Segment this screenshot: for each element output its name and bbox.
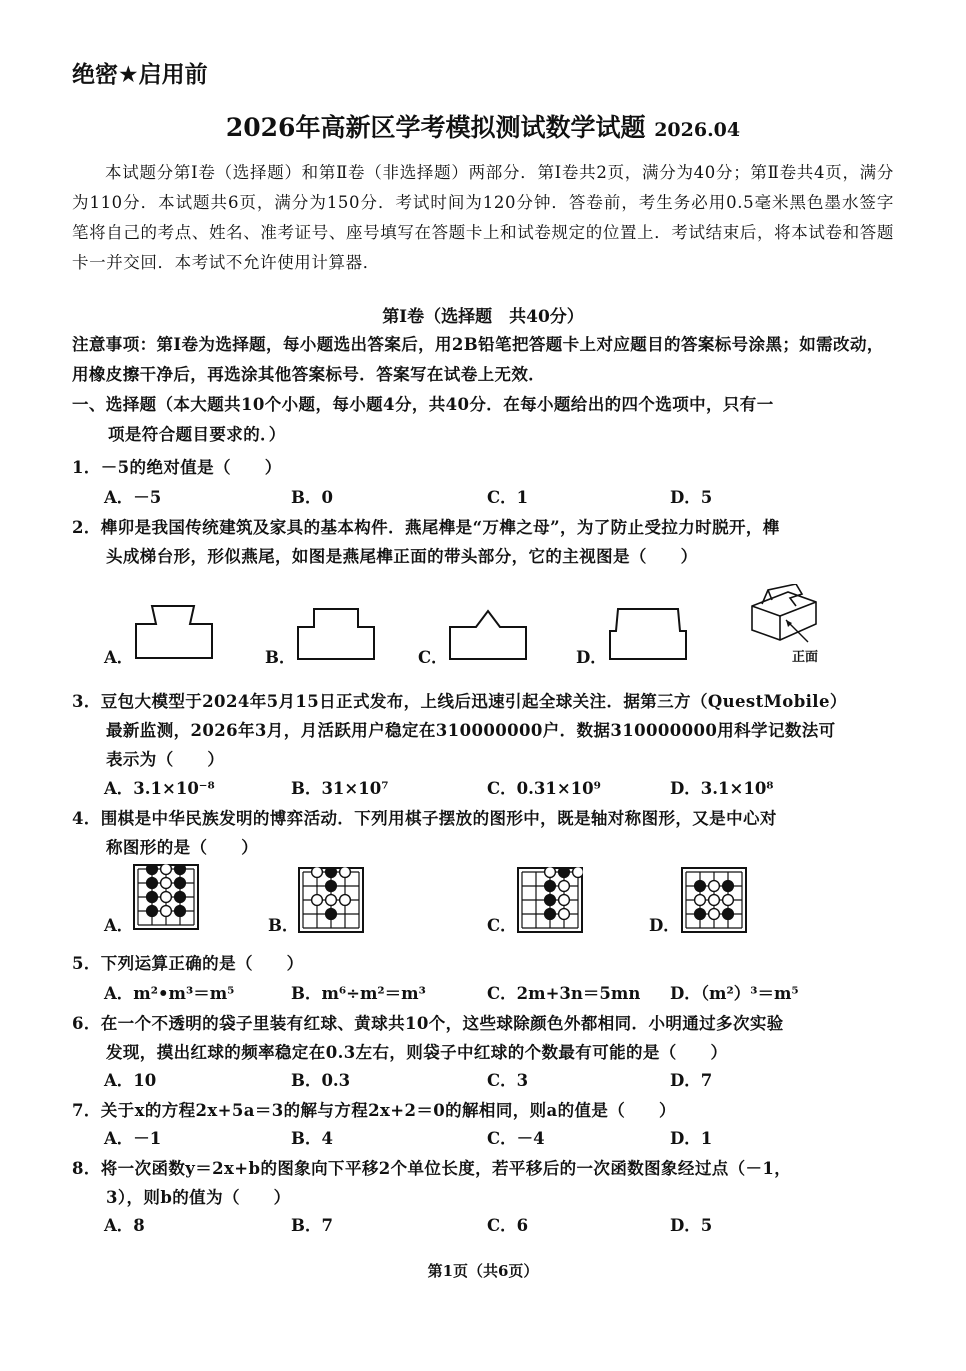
white-stone xyxy=(161,864,172,874)
option-a: A．－1 xyxy=(104,1129,162,1148)
option-c: C． xyxy=(418,648,448,667)
question-4 xyxy=(72,804,894,862)
black-stone xyxy=(147,878,158,889)
option-d: D．5 xyxy=(670,1216,713,1235)
go-board-a xyxy=(133,864,199,930)
option-a: A． xyxy=(104,648,134,667)
black-stone xyxy=(326,867,337,877)
part-heading-line2: 项是符合题目要求的．） xyxy=(108,425,286,444)
question-stem: 豆包大模型于2024年5月15日正式发布，上线后迅速引起全球关注．据第三方（QuestMobile） xyxy=(100,692,847,711)
option-d: D．（m²）³＝m⁵ xyxy=(670,984,799,1003)
white-stone xyxy=(312,867,323,877)
black-stone xyxy=(326,881,337,892)
white-stone xyxy=(545,867,556,877)
options-row-3 xyxy=(0,775,966,799)
option-a: A．3.1×10⁻⁸ xyxy=(104,779,215,798)
white-stone xyxy=(559,895,570,906)
option-a: A．10 xyxy=(104,1071,157,1090)
intro-text: 本试题分第Ⅰ卷（选择题）和第Ⅱ卷（非选择题）两部分．第Ⅰ卷共2页，满分为40分；第Ⅱ卷共4页，满分为110分．本试题共6页，满分为150分．考试时间为120分钟．答卷前，考生务必用0.5毫米黑色墨水签字笔将自己的考点、姓名、准考证号、座号填写在答题卡上和试卷规定的位置上．考试结束后，将本试卷和答题卡一并交回．本考试不允许使用计算器． xyxy=(72,163,894,272)
black-stone xyxy=(695,909,706,920)
black-stone xyxy=(545,881,556,892)
question-3 xyxy=(72,687,894,774)
figure-2d-view xyxy=(608,607,688,661)
question-stem: 下列运算正确的是（ ） xyxy=(100,954,304,973)
options-row-7 xyxy=(0,1125,966,1149)
question-number: 2． xyxy=(72,518,101,537)
white-stone xyxy=(326,895,337,906)
option-d: D．3.1×10⁸ xyxy=(670,779,774,798)
white-stone xyxy=(161,878,172,889)
figure-2a-view xyxy=(134,604,214,660)
black-stone xyxy=(175,906,186,917)
black-stone xyxy=(175,878,186,889)
question-8 xyxy=(72,1154,894,1212)
white-stone xyxy=(709,895,720,906)
title-text: 2026年高新区学考模拟测试数学试题 xyxy=(225,113,646,142)
white-stone xyxy=(161,906,172,917)
option-c: C．3 xyxy=(487,1071,529,1090)
figure-2c-view xyxy=(448,605,528,661)
black-stone xyxy=(559,867,570,877)
option-a: A． xyxy=(104,916,134,935)
option-d: D．7 xyxy=(670,1071,713,1090)
page-title xyxy=(0,108,966,144)
option-d: D． xyxy=(649,916,680,935)
black-stone xyxy=(326,909,337,920)
question-number: 4． xyxy=(72,809,101,828)
option-c: C．0.31×10⁹ xyxy=(487,779,601,798)
black-stone xyxy=(695,881,706,892)
option-a: A．m²•m³＝m⁵ xyxy=(104,984,235,1003)
question-6 xyxy=(72,1009,894,1067)
white-stone xyxy=(312,895,323,906)
section-title: 第Ⅰ卷（选择题 共40分） xyxy=(382,307,584,327)
black-stone xyxy=(723,881,734,892)
white-stone xyxy=(340,895,351,906)
title-date: 2026.04 xyxy=(654,119,741,141)
white-stone xyxy=(709,909,720,920)
black-stone xyxy=(545,909,556,920)
white-stone xyxy=(559,881,570,892)
option-d: D．1 xyxy=(670,1129,713,1148)
option-b: B．m⁶÷m²＝m³ xyxy=(291,984,426,1003)
option-c: C． xyxy=(487,916,517,935)
option-d: D． xyxy=(576,648,607,667)
notice-text: 注意事项：第Ⅰ卷为选择题，每小题选出答案后，用2B铅笔把答题卡上对应题目的答案标号涂黑；如需改动，用橡皮擦干净后，再选涂其他答案标号．答案写在试卷上无效． xyxy=(72,335,884,384)
white-stone xyxy=(695,895,706,906)
question-7 xyxy=(72,1096,894,1125)
white-stone xyxy=(161,892,172,903)
question-stem: 在一个不透明的袋子里装有红球、黄球共10个，这些球除颜色外都相同．小明通过多次实验 xyxy=(100,1014,784,1033)
option-b: B．31×10⁷ xyxy=(291,779,389,798)
go-board-b xyxy=(298,867,364,933)
option-a: A．－5 xyxy=(104,488,162,507)
question-number: 1． xyxy=(72,458,101,477)
black-stone xyxy=(147,892,158,903)
question-stem: 榫卯是我国传统建筑及家具的基本构件．燕尾榫是“万榫之母”，为了防止受拉力时脱开，榫 xyxy=(100,518,780,537)
option-b: B． xyxy=(268,916,299,935)
options-row-1 xyxy=(0,484,966,508)
options-row-6 xyxy=(0,1067,966,1091)
question-2 xyxy=(72,513,894,571)
question-number: 6． xyxy=(72,1014,101,1033)
black-stone xyxy=(175,892,186,903)
white-stone xyxy=(709,881,720,892)
figure-2b-view xyxy=(296,607,376,661)
question-number: 8． xyxy=(72,1159,101,1178)
part-heading xyxy=(72,390,894,450)
option-c: C．2m+3n＝5mn xyxy=(487,984,641,1003)
question-stem-line3: 表示为（ ） xyxy=(106,750,225,769)
question-5 xyxy=(72,949,894,978)
option-b: B． xyxy=(265,648,296,667)
secret-label: 绝密★启用前 xyxy=(72,62,208,88)
black-stone xyxy=(147,906,158,917)
option-c: C．6 xyxy=(487,1216,529,1235)
question-stem: －5的绝对值是（ ） xyxy=(100,458,282,477)
option-b: B．0 xyxy=(291,488,333,507)
option-c: C．－4 xyxy=(487,1129,545,1148)
go-board-c xyxy=(517,867,583,933)
question-stem: 关于x的方程2x+5a＝3的解与方程2x+2＝0的解相同，则a的值是（ ） xyxy=(100,1101,676,1120)
figure-2-dovetail-3d xyxy=(746,584,836,648)
black-stone xyxy=(723,909,734,920)
question-stem: 围棋是中华民族发明的博弈活动．下列用棋子摆放的图形中，既是轴对称图形，又是中心对 xyxy=(100,809,777,828)
question-1 xyxy=(72,453,894,482)
go-board-d xyxy=(681,867,747,933)
intro-paragraph xyxy=(72,158,894,278)
question-number: 5． xyxy=(72,954,101,973)
white-stone xyxy=(573,867,583,877)
question-stem-line2: 3），则b的值为（ ） xyxy=(106,1188,291,1207)
question-stem-line2: 称图形的是（ ） xyxy=(106,838,259,857)
option-b: B．4 xyxy=(291,1129,333,1148)
white-stone xyxy=(559,909,570,920)
option-c: C．1 xyxy=(487,488,529,507)
question-stem-line2: 最新监测，2026年3月，月活跃用户稳定在310000000户．数据310000000用科学记数法可 xyxy=(106,721,836,740)
option-d: D．5 xyxy=(670,488,713,507)
black-stone xyxy=(175,864,186,874)
black-stone xyxy=(147,864,158,874)
part-heading-line1: 一、选择题（本大题共10个小题，每小题4分，共40分．在每小题给出的四个选项中，只有一 xyxy=(72,395,774,414)
question-stem-line2: 发现，摸出红球的频率稳定在0.3左右，则袋子中红球的个数最有可能的是（ ） xyxy=(106,1043,728,1062)
option-b: B．0.3 xyxy=(291,1071,351,1090)
question-stem-line2: 头成梯台形，形似燕尾，如图是燕尾榫正面的带头部分，它的主视图是（ ） xyxy=(106,547,698,566)
black-stone xyxy=(545,895,556,906)
white-stone xyxy=(340,867,351,877)
options-row-8 xyxy=(0,1212,966,1236)
options-row-5 xyxy=(0,980,966,1004)
figure-2-front-label: 正面 xyxy=(792,650,819,665)
question-stem: 将一次函数y＝2x+b的图象向下平移2个单位长度，若平移后的一次函数图象经过点（－1， xyxy=(100,1159,792,1178)
white-stone xyxy=(723,895,734,906)
question-number: 3． xyxy=(72,692,101,711)
question-number: 7． xyxy=(72,1101,101,1120)
option-b: B．7 xyxy=(291,1216,333,1235)
page-footer: 第1页（共6页） xyxy=(427,1262,539,1280)
option-a: A．8 xyxy=(104,1216,145,1235)
